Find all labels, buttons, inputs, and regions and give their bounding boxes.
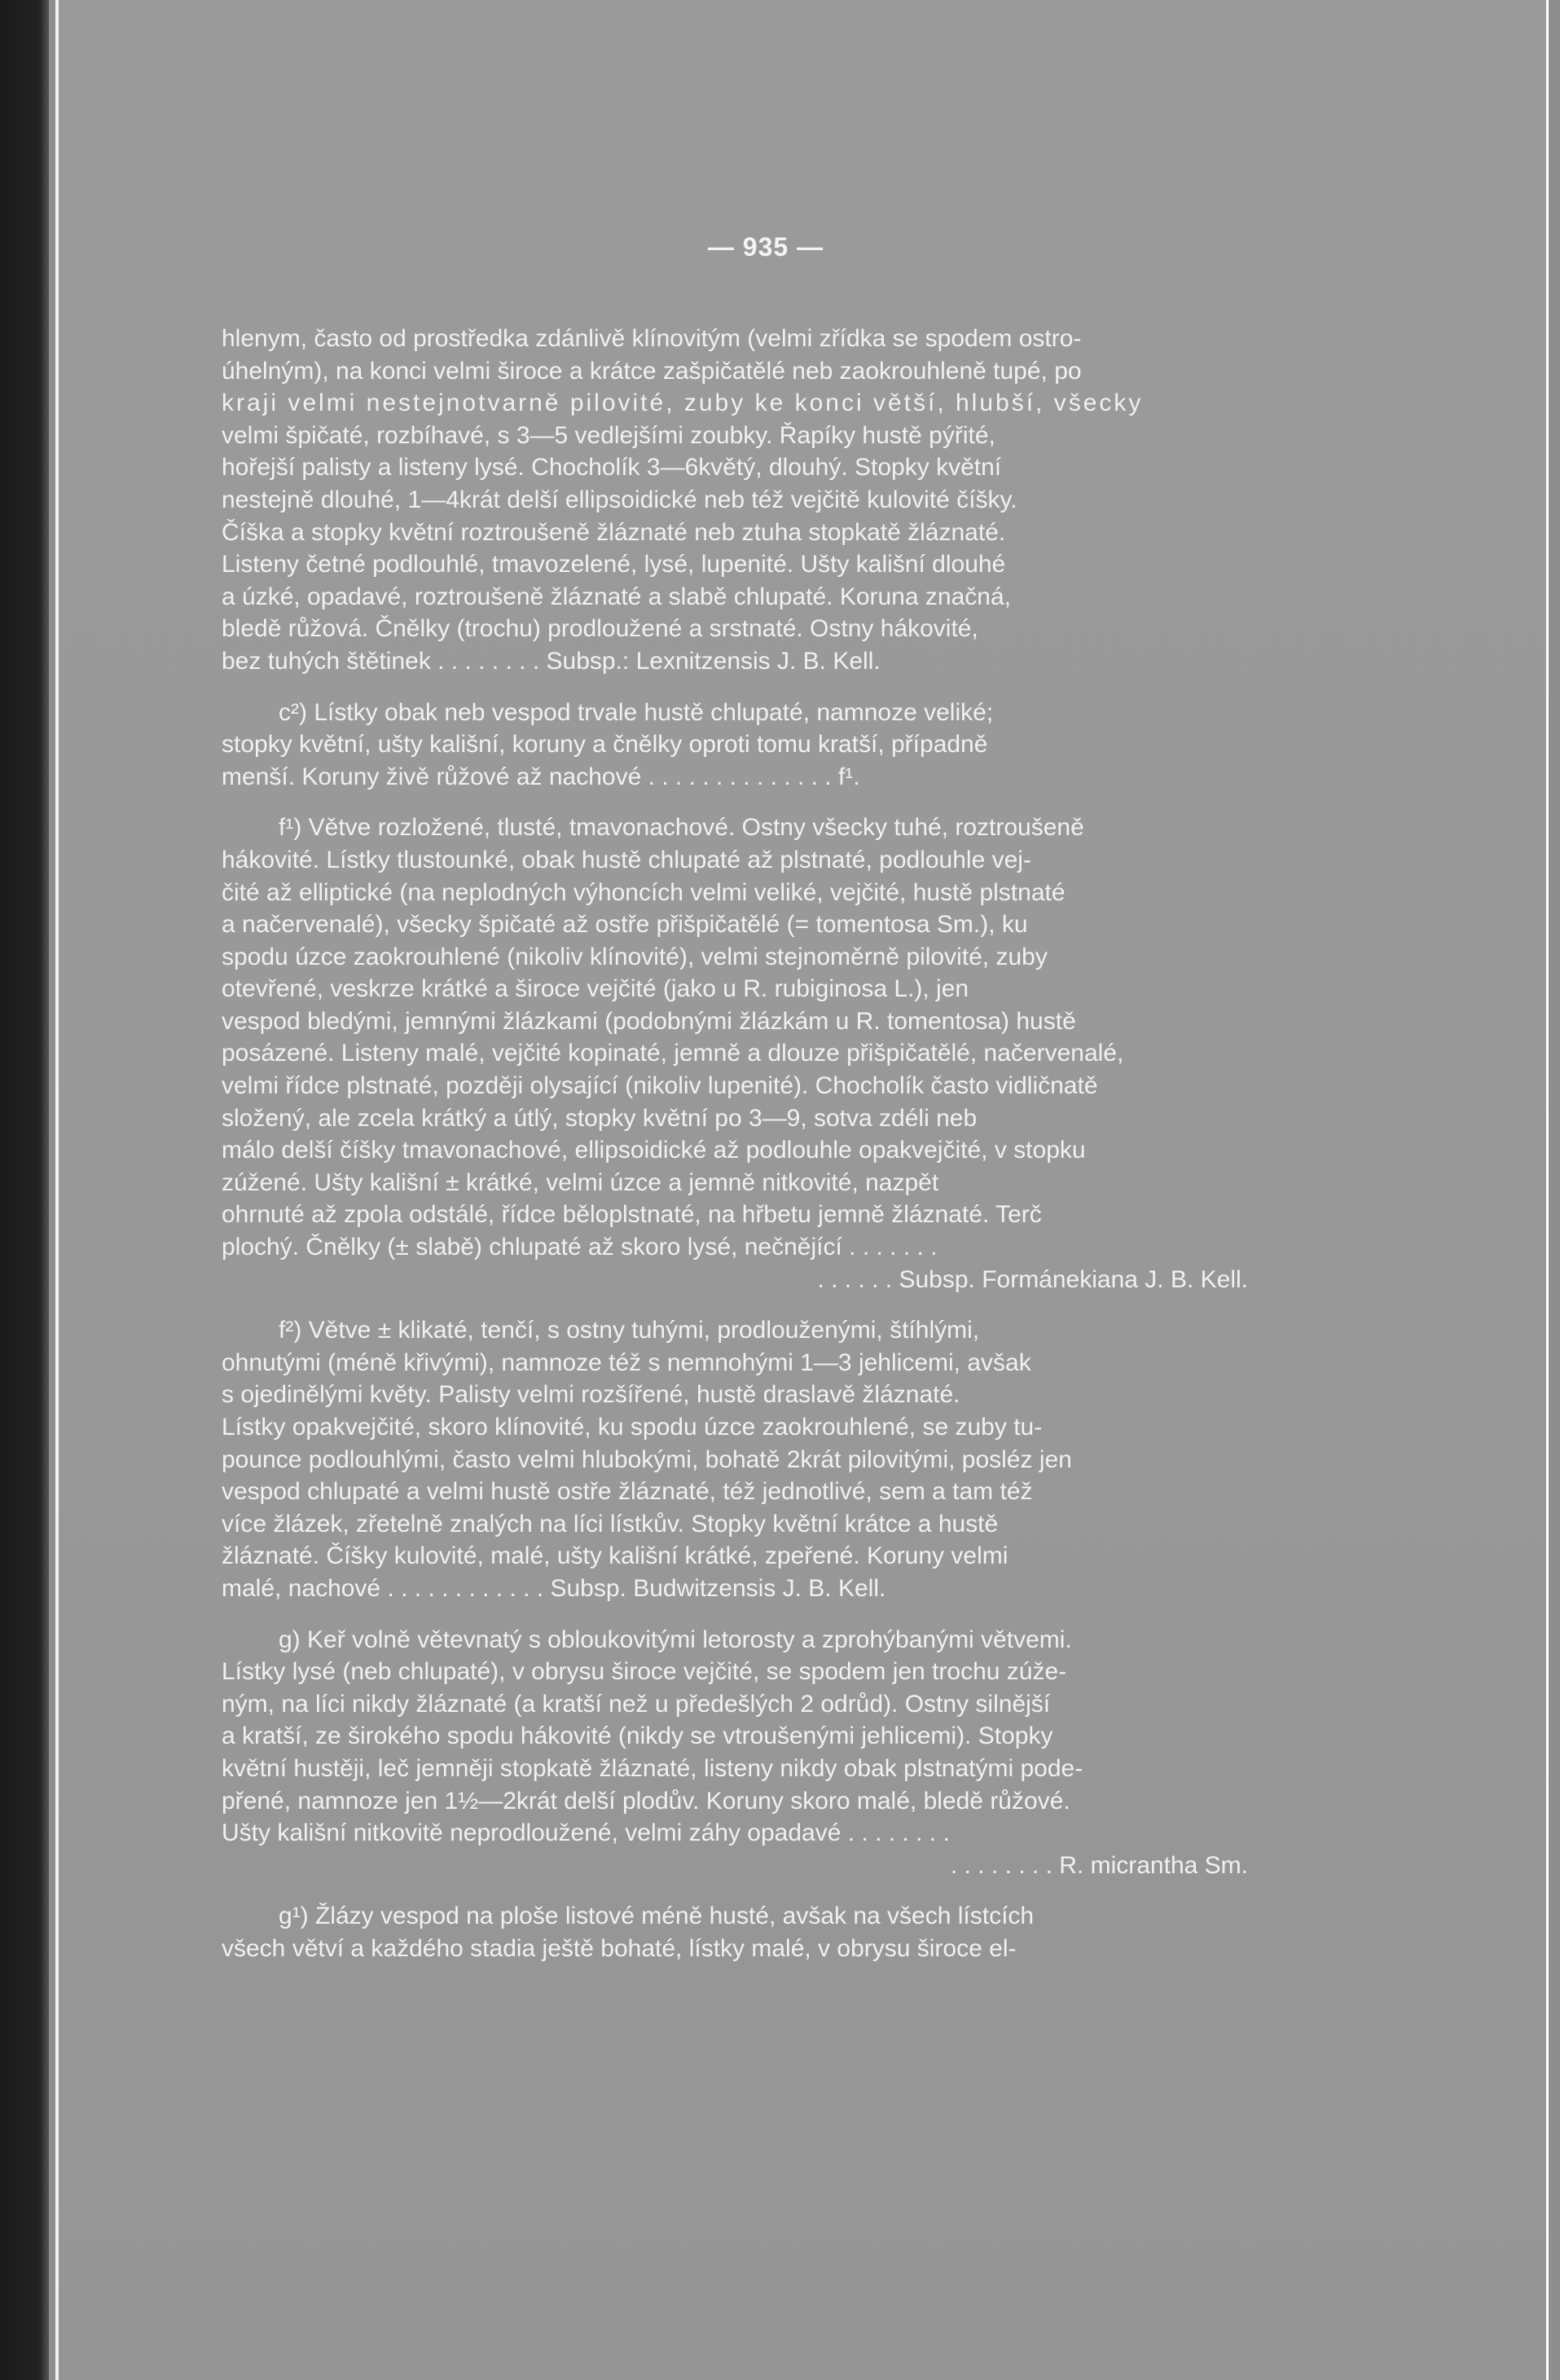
text-line: stopky květní, ušty kališní, koruny a čnělky oproti tomu kratší, případně	[222, 731, 988, 759]
text-line: malé, nachové . . . . . . . . . . . . Subsp. Budwitzensis J. B. Kell.	[222, 1574, 886, 1602]
text-line: plochý. Čnělky (± slabě) chlupaté až skoro lysé, nečnějící . . . . . . .	[222, 1234, 938, 1261]
text-line: velmi řídce plstnaté, později olysající (nikoliv lupenité). Chocholík často vidličnatě	[222, 1072, 1098, 1100]
text-line: bez tuhých štětinek . . . . . . . . Subsp.: Lexnitzensis J. B. Kell.	[222, 647, 881, 675]
text-line: vespod bledými, jemnými žlázkami (podobnými žlázkám u R. tomentosa) hustě	[222, 1007, 1076, 1035]
text-line: zúžené. Ušty kališní ± krátké, velmi úzce a jemně nitkovité, nazpět	[222, 1168, 939, 1196]
text-line: spodu úzce zaokrouhlené (nikoliv klínovité), velmi stejnoměrně pilovité, zuby	[222, 943, 1048, 970]
text-line: Číška a stopky květní roztroušeně žláznaté neb ztuha stopkatě žláznaté.	[222, 518, 1006, 546]
body-text	[222, 323, 1248, 1965]
text-line: a kratší, ze širokého spodu hákovité (nikdy se vtroušenými jehlicemi). Stopky	[222, 1722, 1053, 1750]
book-gutter-shadow	[0, 0, 49, 2380]
text-line: a načervenalé), všecky špičaté až ostře přišpičatělé (= tomentosa Sm.), ku	[222, 911, 1028, 939]
text-line: hořejší palisty a listeny lysé. Chocholík 3—6květý, dlouhý. Stopky květní	[222, 454, 1002, 482]
text-line: velmi špičaté, rozbíhavé, s 3—5 vedlejšími zoubky. Řapíky hustě pýřité,	[222, 421, 995, 449]
text-line: . . . . . . . . R. micrantha Sm.	[950, 1851, 1248, 1879]
text-line: vespod chlupaté a velmi hustě ostře žláznaté, též jednotlivé, sem a tam též	[222, 1478, 1033, 1506]
text-line: Lístky opakvejčité, skoro klínovité, ku spodu úzce zaokrouhlené, se zuby tu-	[222, 1414, 1043, 1441]
text-line: žláznaté. Číšky kulovité, malé, ušty kališní krátké, zpeřené. Koruny velmi	[222, 1542, 1009, 1570]
text-line: všech větví a každého stadia ještě bohaté, lístky malé, v obrysu široce el-	[222, 1934, 1017, 1962]
text-line: g) Keř volně větevnatý s obloukovitými letorosty a zprohýbanými větvemi.	[279, 1626, 1072, 1653]
text-line: ohrnuté až zpola odstálé, řídce běloplstnaté, na hřbetu jemně žláznaté. Terč	[222, 1201, 1042, 1229]
text-line: posázené. Listeny malé, vejčité kopinaté, jemně a dlouze přišpičatělé, načervenalé,	[222, 1040, 1124, 1067]
text-line: ným, na líci nikdy žláznaté (a kratší než u předešlých 2 odrůd). Ostny silnější	[222, 1690, 1051, 1718]
text-line: otevřené, veskrze krátké a široce vejčité (jako u R. rubiginosa L.), jen	[222, 975, 969, 1003]
text-line: přené, namnoze jen 1½—2krát delší plodův. Koruny skoro malé, bledě růžové.	[222, 1787, 1070, 1815]
text-line: ohnutými (méně křivými), namnoze též s nemnohými 1—3 jehlicemi, avšak	[222, 1348, 1031, 1376]
text-line: menší. Koruny živě růžové až nachové . . . . . . . . . . . . . . f¹.	[222, 763, 860, 790]
text-line: bledě růžová. Čnělky (trochu) prodloužené a srstnaté. Ostny hákovité,	[222, 615, 978, 643]
text-line: složený, ale zcela krátký a útlý, stopky květní po 3—9, sotva zdéli neb	[222, 1104, 978, 1132]
text-line: Ušty kališní nitkovitě neprodloužené, velmi záhy opadavé . . . . . . . .	[222, 1819, 950, 1847]
text-line: g¹) Žlázy vespod na ploše listové méně husté, avšak na všech lístcích	[279, 1903, 1035, 1930]
text-line: více žlázek, zřetelně znalých na líci lístkův. Stopky květní krátce a hustě	[222, 1510, 999, 1538]
text-line: f²) Větve ± klikaté, tenčí, s ostny tuhými, prodlouženými, štíhlými,	[279, 1317, 980, 1344]
text-line: Lístky lysé (neb chlupaté), v obrysu široce vejčité, se spodem jen trochu zúže-	[222, 1658, 1067, 1686]
text-line: s ojedinělými květy. Palisty velmi rozšířené, hustě draslavě žláznaté.	[222, 1381, 960, 1409]
text-line: a úzké, opadavé, roztroušeně žláznaté a slabě chlupaté. Koruna značná,	[222, 583, 1011, 610]
text-line: nestejně dlouhé, 1—4krát delší ellipsoidické neb též vejčitě kulovité číšky.	[222, 486, 1017, 513]
text-line: . . . . . . Subsp. Formánekiana J. B. Kell.	[817, 1265, 1248, 1293]
text-line: c²) Lístky obak neb vespod trvale hustě chlupaté, namnoze veliké;	[279, 698, 994, 726]
text-line: úhelným), na konci velmi široce a krátce zašpičatělé neb zaokrouhleně tupé, po	[222, 357, 1082, 385]
text-line: Listeny četné podlouhlé, tmavozelené, lysé, lupenité. Ušty kališní dlouhé	[222, 551, 1006, 579]
text-line: květní hustěji, leč jemněji stopkatě žláznaté, listeny nikdy obak plstnatými pode-	[222, 1754, 1083, 1782]
text-line: kraji velmi nestejnotvarně pilovité, zuby ke konci větší, hlubší, všecky	[222, 389, 1144, 417]
text-line: hákovité. Lístky tlustounké, obak hustě chlupaté až plstnaté, podlouhle vej-	[222, 846, 1031, 873]
text-line: pounce podlouhlými, často velmi hlubokými, bohatě 2krát pilovitými, posléz jen	[222, 1445, 1072, 1473]
text-line: hlenym, často od prostředka zdánlivě klínovitým (velmi zřídka se spodem ostro-	[222, 325, 1082, 352]
page-number: — 935 —	[707, 232, 824, 262]
right-border-rule	[1546, 0, 1549, 2380]
text-line: málo delší číšky tmavonachové, ellipsoidické až podlouhle opakvejčité, v stopku	[222, 1137, 1086, 1164]
text-line: f¹) Větve rozložené, tlusté, tmavonachové. Ostny všecky tuhé, roztroušeně	[279, 814, 1084, 842]
text-line: čité až elliptické (na neplodných výhoncích velmi veliké, vejčité, hustě plstnaté	[222, 878, 1066, 906]
